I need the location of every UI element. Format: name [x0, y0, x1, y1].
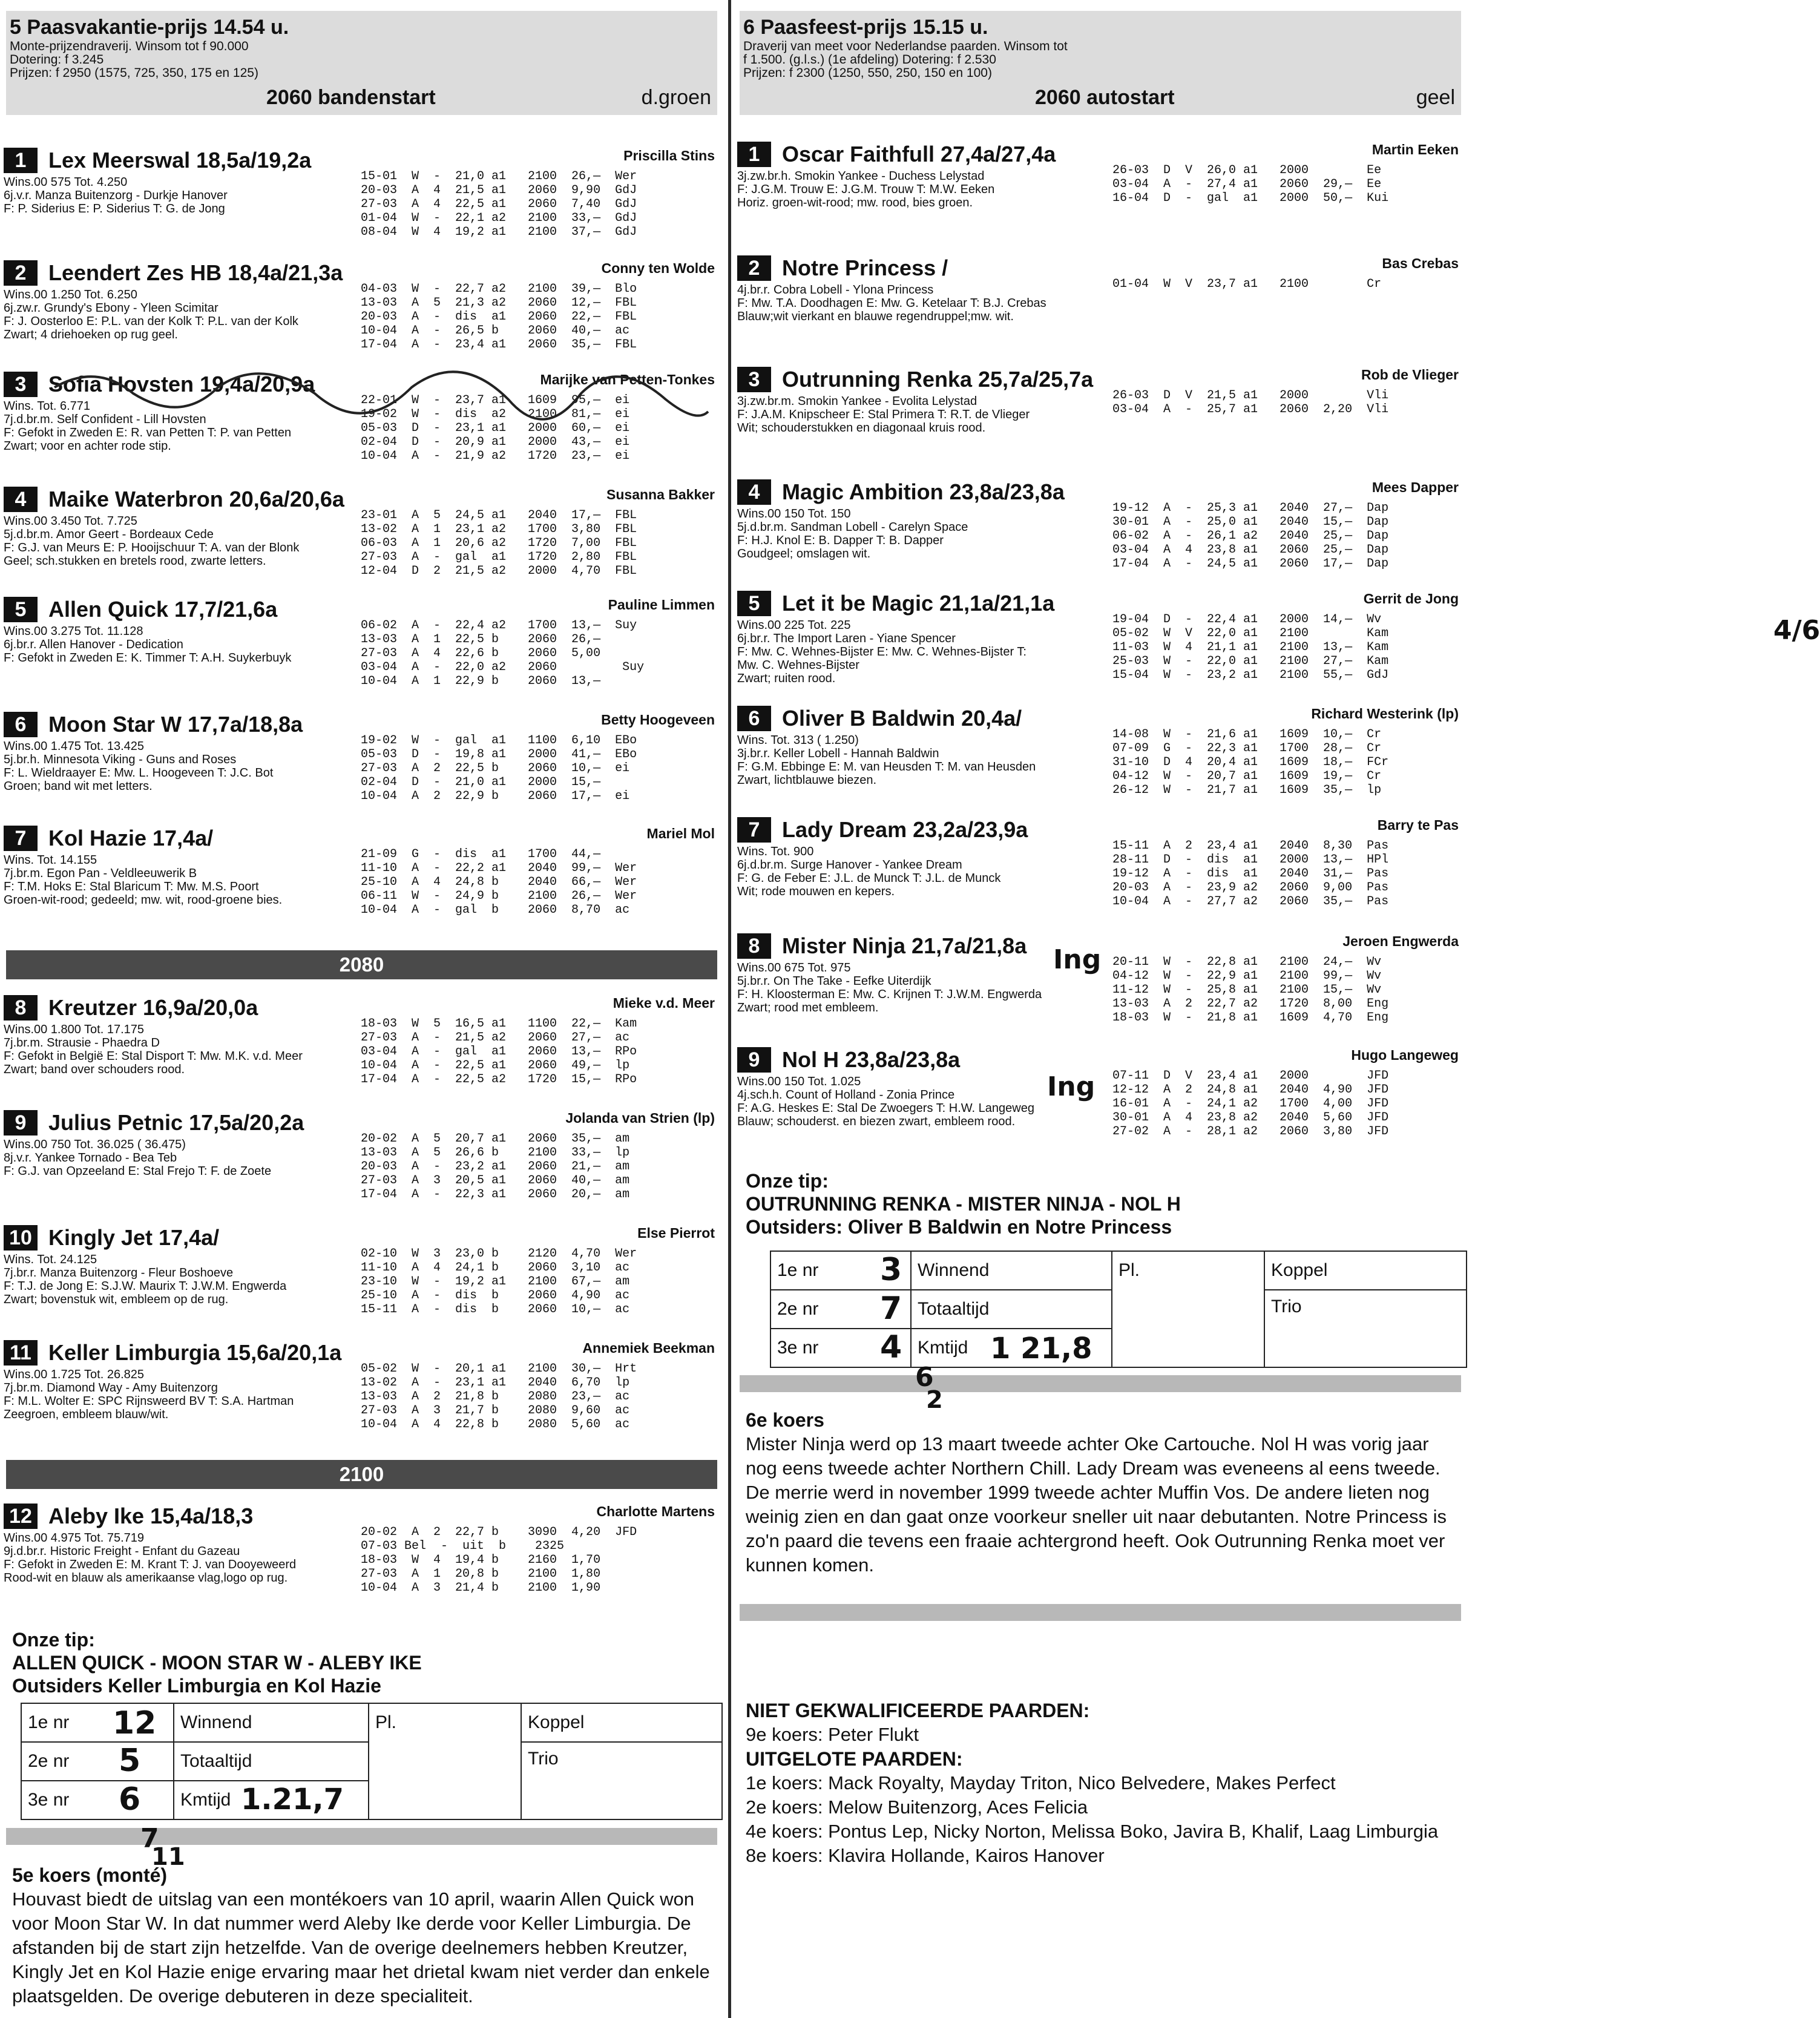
driver-name: Hugo Langeweg [1351, 1047, 1459, 1063]
horse-name: Magic Ambition 23,8a/23,8a [782, 479, 1065, 504]
horse-entry [734, 140, 1467, 261]
handwritten-time: 1 21,8 [990, 1332, 1092, 1366]
start-number: 5 [4, 597, 38, 622]
driver-name: Barry te Pas [1377, 817, 1459, 833]
driver-name: Gerrit de Jong [1363, 591, 1459, 606]
start-number: 4 [4, 487, 38, 512]
horse-info: Wins.00 1.800 Tot. 17.175 7j.br.m. Strausie - Phaedra D F: Gefokt in België E: Stal Disport T: Mw. M.K. v.d. Meer Zwart; band over schouders rood. [4, 1023, 303, 1076]
tip-title: Onze tip: [12, 1629, 95, 1651]
form-table: 07-11 D V 23,4 a1 2000 JFD 12-12 A 2 24,8 a1 2040 4,90 JFD 16-01 A - 24,1 a2 1700 4,00 JFD 30-01 A 4 23,8 a2 2040 5,60 JFD 27-02 A - 28,1 a2 2060 3,80 JFD [1112, 1069, 1389, 1139]
horse-info: Wins.00 1.475 Tot. 13.425 5j.br.h. Minnesota Viking - Guns and Roses F: L. Wieldraayer E: Mw. L. Hoogeveen T: J.C. Bot Groen; band wit met letters. [4, 740, 274, 793]
start-number: 7 [4, 826, 38, 851]
horse-info: 3j.zw.br.h. Smokin Yankee - Duchess Lelystad F: J.G.M. Trouw E: J.G.M. Trouw T: M.W. Eeken Horiz. groen-wit-rood; mw. rood, bies groen. [737, 169, 995, 209]
driver-name: Richard Westerink (lp) [1311, 706, 1459, 721]
form-table: 19-02 W - gal a1 1100 6,10 EBo 05-03 D - 19,8 a1 2000 41,— EBo 27-03 A 2 22,5 b 2060 10,— ei 02-04 D - 21,0 a1 2000 15,— 10-04 A 2 22,9 b 2060 17,— ei [361, 734, 637, 803]
bet-totaaltijd[interactable]: Totaaltijd [911, 1290, 1112, 1329]
horse-info: Wins.00 750 Tot. 36.025 ( 36.475) 8j.v.r. Yankee Tornado - Bea Teb F: G.J. van Opzeeland E: Stal Frejo T: F. de Zoete [4, 1138, 272, 1178]
race-start-type: 2060 autostart [1035, 86, 1175, 109]
driver-name: Jeroen Engwerda [1342, 933, 1459, 949]
horse-entry [0, 259, 723, 380]
horse-name: Keller Limburgia 15,6a/20,1a [48, 1340, 342, 1365]
horse-entry [734, 816, 1467, 937]
start-number: 6 [737, 706, 771, 731]
horse-lists [746, 1698, 1455, 1868]
driver-name: Bas Crebas [1382, 255, 1459, 271]
form-table: 15-01 W - 21,0 a1 2100 26,— Wer 20-03 A 4 21,5 a1 2060 9,90 GdJ 27-03 A 4 22,5 a1 2060 7,40 GdJ 01-04 W - 22,1 a2 2100 33,— GdJ 08-04 W 4 19,2 a1 2100 37,— GdJ [361, 169, 637, 239]
driver-name: Susanna Bakker [606, 487, 715, 502]
horse-info: Wins. Tot. 6.771 7j.d.br.m. Self Confident - Lill Hovsten F: Gefokt in Zweden E: R. van Petten T: P. van Petten Zwart; voor en achter rode stip. [4, 399, 292, 453]
horse-name: Lex Meerswal 18,5a/19,2a [48, 148, 312, 173]
driver-name: Mieke v.d. Meer [613, 995, 715, 1011]
form-table: 26-03 D V 21,5 a1 2000 Vli 03-04 A - 25,7 a1 2060 2,20 Vli [1112, 389, 1389, 416]
start-number: 10 [4, 1225, 38, 1251]
horse-name: Aleby Ike 15,4a/18,3 [48, 1504, 254, 1528]
bet-kmtijd[interactable]: Kmtijd 1.21,7 [174, 1781, 369, 1819]
horse-name: Moon Star W 17,7a/18,8a [48, 712, 303, 737]
start-number: 2 [4, 260, 38, 286]
distance-bar: 2100 [6, 1460, 717, 1489]
bet-place[interactable]: Pl. [1112, 1251, 1264, 1367]
horse-info: Wins.00 150 Tot. 1.025 4j.sch.h. Count of Holland - Zonia Prince F: A.G. Heskes E: Stal De Zwoegers T: H.W. Langeweg Blauw; schouderst. en biezen zwart, embleem rood. [737, 1075, 1034, 1128]
separator-bar [6, 1828, 717, 1845]
bet-row-label: 3e nr 6 [21, 1781, 174, 1819]
bet-row-label: 2e nr 5 [21, 1742, 174, 1781]
start-number: 6 [4, 712, 38, 737]
commentary-text: Mister Ninja werd op 13 maart tweede achter Oke Cartouche. Nol H was vorig jaar nog eens tweede achter Northern Chill. Lady Dream was eveneens al eens tweede. De merrie werd in november 1999 tweede achter Muffin Vos. De andere lieten nog weinig zien en dan gaat onze voorkeur sneller uit naar debutanten. Notre Princess is zo'n paard die tevens een fraaie achtergrond heeft. Ook Outrunning Renka moet ver kunnen komen. [746, 1433, 1447, 1576]
form-table: 20-11 W - 22,8 a1 2100 24,— Wv 04-12 W - 22,9 a1 2100 99,— Wv 11-12 W - 25,8 a1 2100 15,— Wv 13-03 A 2 22,7 a2 1720 8,00 Eng 18-03 W - 21,8 a1 1609 4,70 Eng [1112, 955, 1389, 1025]
horse-name: Mister Ninja 21,7a/21,8a [782, 933, 1027, 958]
horse-name: Kingly Jet 17,4a/ [48, 1225, 220, 1250]
handwritten-note: Ing [1053, 944, 1102, 975]
start-number: 1 [737, 142, 771, 167]
horse-name: Nol H 23,8a/23,8a [782, 1047, 961, 1072]
horse-info: Wins.00 575 Tot. 4.250 6j.v.r. Manza Buitenzorg - Durkje Hanover F: P. Siderius E: P. Siderius T: G. de Jong [4, 176, 228, 215]
driver-name: Mees Dapper [1372, 479, 1459, 495]
bet-koppel[interactable]: Koppel [521, 1703, 722, 1742]
start-number: 12 [4, 1504, 38, 1529]
handwritten-number: 12 [113, 1705, 157, 1741]
tip-outsiders: Outsiders: Oliver B Baldwin en Notre Princess [746, 1216, 1172, 1238]
form-table: 06-02 A - 22,4 a2 1700 13,— Suy 13-03 A 1 22,5 b 2060 26,— 27-03 A 4 22,6 b 2060 5,00 03-04 A - 22,0 a2 2060 Suy 10-04 A 1 22,9 b 2060 13,— [361, 619, 645, 688]
handwritten-number: 3 [880, 1252, 902, 1288]
horse-name: Allen Quick 17,7/21,6a [48, 597, 278, 622]
horse-entry [0, 1224, 723, 1345]
horse-info: Wins.00 4.975 Tot. 75.719 9j.d.br.r. Historic Freight - Enfant du Gazeau F: Gefokt in Zweden E: M. Krant T: J. van Dooyeweerd Rood-wit en blauw als amerikaanse vlag,logo op rug. [4, 1531, 297, 1585]
start-number: 11 [4, 1340, 38, 1366]
driver-name: Pauline Limmen [608, 597, 715, 613]
bet-koppel[interactable]: Koppel [1264, 1251, 1467, 1290]
start-number: 8 [737, 933, 771, 959]
horse-info: Wins. Tot. 900 6j.d.br.m. Surge Hanover - Yankee Dream F: G. de Feber E: J.L. de Munck T: J.L. de Munck Wit; rode mouwen en kepers. [737, 845, 1001, 898]
start-number: 3 [737, 367, 771, 392]
start-number: 9 [737, 1047, 771, 1073]
handwritten-number: 6 [915, 1362, 934, 1393]
horse-entry [0, 1339, 723, 1460]
horse-entry [734, 1046, 1467, 1167]
start-number: 1 [4, 148, 38, 173]
bet-winnend[interactable]: Winnend [911, 1251, 1112, 1290]
horse-name: Notre Princess / [782, 255, 948, 280]
bet-place[interactable]: Pl. [369, 1703, 521, 1819]
horse-entry [0, 596, 723, 717]
start-number: 3 [4, 372, 38, 397]
horse-name: Maike Waterbron 20,6a/20,6a [48, 487, 344, 511]
race-start-type: 2060 bandenstart [266, 86, 436, 109]
handwritten-number: 7 [140, 1823, 159, 1854]
start-number: 4 [737, 479, 771, 505]
bet-winnend[interactable]: Winnend [174, 1703, 369, 1742]
handwritten-number: 4 [880, 1329, 902, 1366]
nq-line: 9e koers: Peter Flukt [746, 1724, 919, 1745]
bet-kmtijd[interactable]: Kmtijd 1 21,8 [911, 1329, 1112, 1367]
bet-row-label: 2e nr 7 [770, 1290, 911, 1329]
bet-trio[interactable]: Trio [1264, 1290, 1467, 1367]
horse-name: Let it be Magic 21,1a/21,1a [782, 591, 1055, 616]
bet-row-label: 3e nr 4 [770, 1329, 911, 1367]
form-table: 15-11 A 2 23,4 a1 2040 8,30 Pas 28-11 D - dis a1 2000 13,— HPl 19-12 A - dis a1 2040 31,— Pas 20-03 A - 23,9 a2 2060 9,00 Pas 10-04 A - 27,7 a2 2060 35,— Pas [1112, 839, 1389, 909]
excluded-line: 2e koers: Melow Buitenzorg, Aces Felicia [746, 1796, 1088, 1818]
form-table: 21-09 G - dis a1 1700 44,— 11-10 A - 22,2 a1 2040 99,— Wer 25-10 A 4 24,8 b 2040 66,— Wer 06-11 W - 24,9 b 2100 26,— Wer 10-04 A - gal b 2060 8,70 ac [361, 847, 637, 917]
horse-entry [0, 146, 723, 268]
tip-title: Onze tip: [746, 1170, 829, 1192]
horse-name: Sofia Hovsten 19,4a/20,9a [48, 372, 315, 396]
handwritten-time: 1.21,7 [241, 1783, 344, 1816]
horse-info: Wins.00 225 Tot. 225 6j.br.r. The Import Laren - Yiane Spencer F: Mw. C. Wehnes-Bijster E: Mw. C. Wehnes-Bijster T: Mw. C. Wehnes-Bijster Zwart; ruiten rood. [737, 619, 1027, 685]
horse-info: 4j.br.r. Cobra Lobell - Ylona Princess F: Mw. T.A. Doodhagen E: Mw. G. Ketelaar T: B.J. Crebas Blauw;wit vierkant en blauwe regendruppel;mw. wit. [737, 283, 1046, 323]
bet-form [21, 1703, 723, 1820]
horse-info: 3j.zw.br.m. Smokin Yankee - Evolita Lelystad F: J.A.M. Knipscheer E: Stal Primera T: R.T. de Vlieger Wit; schouderstukken en diagonaal kruis rood. [737, 395, 1030, 435]
start-number: 8 [4, 995, 38, 1021]
horse-info: Wins.00 1.250 Tot. 6.250 6j.zw.r. Grundy's Ebony - Yleen Scimitar F: J. Oosterloo E: P.L. van der Kolk T: P.L. van der Kolk Zwart; 4 driehoeken op rug geel. [4, 288, 298, 341]
race-description: Draverij van meet voor Nederlandse paarden. Winsom tot f 1.500. (g.l.s.) (1e afdeling) Dotering: f 2.530 Prijzen: f 2300 (1250, 550, 250, 150 en 100) [743, 39, 1068, 80]
horse-name: Kol Hazie 17,4a/ [48, 826, 214, 850]
handwritten-number: 11 [151, 1843, 185, 1871]
handwritten-note: Ing [1047, 1071, 1096, 1102]
form-table: 14-08 W - 21,6 a1 1609 10,— Cr 07-09 G - 22,3 a1 1700 28,— Cr 31-10 D 4 20,4 a1 1609 18,— FCr 04-12 W - 20,7 a1 1609 19,— Cr 26-12 W - 21,7 a1 1609 35,— lp [1112, 728, 1389, 797]
excluded-line: 4e koers: Pontus Lep, Nicky Norton, Melissa Boko, Javira B, Khalif, Laag Limburgia [746, 1821, 1439, 1842]
bet-row-label: 1e nr 12 [21, 1703, 174, 1742]
handwritten-number: 6 [119, 1781, 141, 1818]
race-description: Monte-prijzendraverij. Winsom tot f 90.000 Dotering: f 3.245 Prijzen: f 2950 (1575, 725, 350, 175 en 125) [10, 39, 258, 80]
bet-totaaltijd[interactable]: Totaaltijd [174, 1742, 369, 1781]
horse-entry [734, 478, 1467, 599]
driver-name: Betty Hoogeveen [601, 712, 715, 728]
column-divider [728, 0, 731, 2018]
separator-bar [740, 1604, 1461, 1621]
form-table: 26-03 D V 26,0 a1 2000 Ee 03-04 A - 27,4 a1 2060 29,— Ee 16-04 D - gal a1 2000 50,— Kui [1112, 163, 1389, 205]
horse-entry [0, 824, 723, 945]
horse-info: Wins.00 150 Tot. 150 5j.d.br.m. Sandman Lobell - Carelyn Space F: H.J. Knol E: B. Dapper T: B. Dapper Goudgeel; omslagen wit. [737, 507, 968, 560]
form-table: 20-02 A 5 20,7 a1 2060 35,— am 13-03 A 5 26,6 b 2100 33,— lp 20-03 A - 23,2 a1 2060 21,— am 27-03 A 3 20,5 a1 2060 40,— am 17-04 A - 22,3 a1 2060 20,— am [361, 1132, 630, 1201]
horse-entry [734, 254, 1467, 375]
bet-row-label: 1e nr 3 [770, 1251, 911, 1290]
driver-name: Jolanda van Strien (lp) [565, 1110, 715, 1126]
horse-info: Wins. Tot. 14.155 7j.br.m. Egon Pan - Veldleeuwerik B F: T.M. Hoks E: Stal Blaricum T: Mw. M.S. Poort Groen-wit-rood; gedeeld; mw. wit, rood-groene bies. [4, 853, 283, 907]
form-table: 19-12 A - 25,3 a1 2040 27,— Dap 30-01 A - 25,0 a1 2040 15,— Dap 06-02 A - 26,1 a2 2040 25,— Dap 03-04 A 4 23,8 a1 2060 25,— Dap 17-04 A - 24,5 a1 2060 17,— Dap [1112, 501, 1389, 571]
race-color: geel [1416, 86, 1455, 109]
form-table: 05-02 W - 20,1 a1 2100 30,— Hrt 13-02 A - 23,1 a1 2040 6,70 lp 13-03 A 2 21,8 b 2080 23,— ac 27-03 A 3 21,7 b 2080 9,60 ac 10-04 A 4 22,8 b 2080 5,60 ac [361, 1362, 637, 1431]
horse-info: Wins.00 1.725 Tot. 26.825 7j.br.m. Diamond Way - Amy Buitenzorg F: M.L. Wolter E: SPC Rijnsweerd BV T: S.A. Hartman Zeegroen, embleem blauw/wit. [4, 1368, 294, 1421]
excluded-line: 8e koers: Klavira Hollande, Kairos Hanover [746, 1845, 1105, 1866]
horse-name: Oliver B Baldwin 20,4a/ [782, 706, 1022, 731]
separator-bar [740, 1375, 1461, 1392]
horse-info: Wins.00 3.450 Tot. 7.725 5j.d.br.m. Amor Geert - Bordeaux Cede F: G.J. van Meurs E: P. Hooijschuur T: A. van der Blonk Geel; sch.stukken en bretels rood, zwarte letters. [4, 514, 300, 568]
horse-info: Wins.00 675 Tot. 975 5j.br.r. On The Take - Eefke Uiterdijk F: H. Kloosterman E: Mw. C. Krijnen T: J.W.M. Engwerda Zwart; rood met embleem. [737, 961, 1042, 1014]
form-table: 18-03 W 5 16,5 a1 1100 22,— Kam 27-03 A - 21,5 a2 2060 27,— ac 03-04 A - gal a1 2060 13,— RPo 10-04 A - 22,5 a1 2060 49,— lp 17-04 A - 22,5 a2 1720 15,— RPo [361, 1017, 637, 1086]
tip-block [12, 1628, 717, 1697]
race-commentary [12, 1863, 711, 2008]
race-5-header [6, 11, 717, 115]
horse-entry [0, 1502, 723, 1623]
handwritten-number: 7 [880, 1290, 902, 1327]
driver-name: Mariel Mol [646, 826, 715, 841]
horse-name: Outrunning Renka 25,7a/25,7a [782, 367, 1094, 392]
horse-entry [734, 366, 1467, 487]
driver-name: Annemiek Beekman [582, 1340, 715, 1356]
form-table: 02-10 W 3 23,0 b 2120 4,70 Wer 11-10 A 4 24,1 b 2060 3,10 ac 23-10 W - 19,2 a1 2100 67,— am 25-10 A - dis b 2060 4,90 ac 15-11 A - dis b 2060 10,— ac [361, 1247, 637, 1316]
left-column [0, 0, 723, 2018]
driver-name: Rob de Vlieger [1361, 367, 1459, 383]
driver-name: Marijke van Petten-Tonkes [540, 372, 715, 387]
tip-block [746, 1169, 1461, 1238]
race-title: 5 Paasvakantie-prijs 14.54 u. [10, 16, 289, 39]
driver-name: Else Pierrot [637, 1225, 715, 1241]
form-table: 04-03 W - 22,7 a2 2100 39,— Blo 13-03 A 5 21,3 a2 2060 12,— FBL 20-03 A - dis a1 2060 22,— FBL 10-04 A - 26,5 b 2060 40,— ac 17-04 A - 23,4 a1 2060 35,— FBL [361, 282, 637, 352]
right-column [734, 0, 1820, 2018]
horse-name: Julius Petnic 17,5a/20,2a [48, 1110, 304, 1135]
form-table: 22-01 W - 23,7 a1 1609 95,— ei 19-02 W - dis a2 2100 81,— ei 05-03 D - 23,1 a1 2000 60,— ei 02-04 D - 20,9 a1 2000 43,— ei 10-04 A - 21,9 a2 1720 23,— ei [361, 393, 630, 463]
driver-name: Priscilla Stins [623, 148, 715, 163]
race-color: d.groen [641, 86, 711, 109]
form-table: 23-01 A 5 24,5 a1 2040 17,— FBL 13-02 A 1 23,1 a2 1700 3,80 FBL 06-03 A 1 20,6 a2 1720 7,00 FBL 27-03 A - gal a1 1720 2,80 FBL 12-04 D 2 21,5 a2 2000 4,70 FBL [361, 508, 637, 578]
bet-form [770, 1251, 1467, 1368]
excluded-title: UITGELOTE PAARDEN: [746, 1748, 963, 1770]
horse-info: Wins. Tot. 313 ( 1.250) 3j.br.r. Keller Lobell - Hannah Baldwin F: G.M. Ebbinge E: M. van Heusden T: M. van Heusden Zwart, lichtblauwe biezen. [737, 734, 1036, 787]
horse-name: Leendert Zes HB 18,4a/21,3a [48, 260, 343, 285]
horse-info: Wins. Tot. 24.125 7j.br.r. Manza Buitenzorg - Fleur Boshoeve F: T.J. de Jong E: S.J.W. Maurix T: J.W.M. Engwerda Zwart; bovenstuk wit, embleem op de rug. [4, 1253, 287, 1306]
start-number: 2 [737, 255, 771, 281]
horse-entry [734, 590, 1467, 711]
handwritten-number: 2 [926, 1386, 943, 1414]
horse-entry [734, 705, 1467, 826]
driver-name: Charlotte Martens [596, 1504, 715, 1519]
tip-outsiders: Outsiders Keller Limburgia en Kol Hazie [12, 1675, 381, 1697]
form-table: 20-02 A 2 22,7 b 3090 4,20 JFD 07-03 Bel - uit b 2325 18-03 W 4 19,4 b 2160 1,70 27-03 A 1 20,8 b 2100 1,80 10-04 A 3 21,4 b 2100 1,90 [361, 1525, 637, 1595]
bet-trio[interactable]: Trio [521, 1742, 722, 1819]
horse-info: Wins.00 3.275 Tot. 11.128 6j.br.r. Allen Hanover - Dedication F: Gefokt in Zweden E: K. Timmer T: A.H. Suykerbuyk [4, 625, 292, 665]
horse-name: Oscar Faithfull 27,4a/27,4a [782, 142, 1056, 166]
commentary-title: 5e koers (monté) [12, 1864, 168, 1886]
handwritten-number: 5 [119, 1743, 141, 1779]
distance-bar: 2080 [6, 950, 717, 979]
horse-entry [0, 485, 723, 606]
horse-name: Kreutzer 16,9a/20,0a [48, 995, 258, 1020]
tip-favorites: OUTRUNNING RENKA - MISTER NINJA - NOL H [746, 1193, 1181, 1215]
driver-name: Martin Eeken [1372, 142, 1459, 157]
tip-favorites: ALLEN QUICK - MOON STAR W - ALEBY IKE [12, 1652, 422, 1674]
commentary-text: Houvast biedt de uitslag van een montékoers van 10 april, waarin Allen Quick won voor Moon Star W. In dat nummer werd Aleby Ike derde voor Keller Limburgia. De afstanden bij de start zijn hetzelfde. Van de overige deelnemers hebben Kreutzer, Kingly Jet en Kol Hazie enige ervaring maar het drietal kwam niet verder dan enkele plaatsgelden. De overige debuteren in deze specialiteit. [12, 1888, 710, 2006]
start-number: 9 [4, 1110, 38, 1136]
horse-name: Lady Dream 23,2a/23,9a [782, 817, 1028, 842]
horse-entry [0, 370, 723, 491]
horse-entry [0, 994, 723, 1115]
driver-name: Conny ten Wolde [601, 260, 715, 276]
race-6-header [740, 11, 1461, 115]
race-title: 6 Paasfeest-prijs 15.15 u. [743, 16, 988, 39]
horse-entry [0, 1109, 723, 1230]
commentary-title: 6e koers [746, 1409, 824, 1431]
handwritten-note: 4/6 [1773, 615, 1820, 646]
form-table: 01-04 W V 23,7 a1 2100 Cr [1112, 277, 1382, 291]
race-commentary [746, 1408, 1455, 1577]
excluded-line: 1e koers: Mack Royalty, Mayday Triton, Nico Belvedere, Makes Perfect [746, 1772, 1336, 1793]
horse-entry [0, 711, 723, 832]
nq-title: NIET GEKWALIFICEERDE PAARDEN: [746, 1700, 1090, 1721]
form-table: 19-04 D - 22,4 a1 2000 14,— Wv 05-02 W V 22,0 a1 2100 Kam 11-03 W 4 21,1 a1 2100 13,— Kam 25-03 W - 22,0 a1 2100 27,— Kam 15-04 W - 23,2 a1 2100 55,— GdJ [1112, 613, 1389, 682]
start-number: 7 [737, 817, 771, 843]
start-number: 5 [737, 591, 771, 616]
